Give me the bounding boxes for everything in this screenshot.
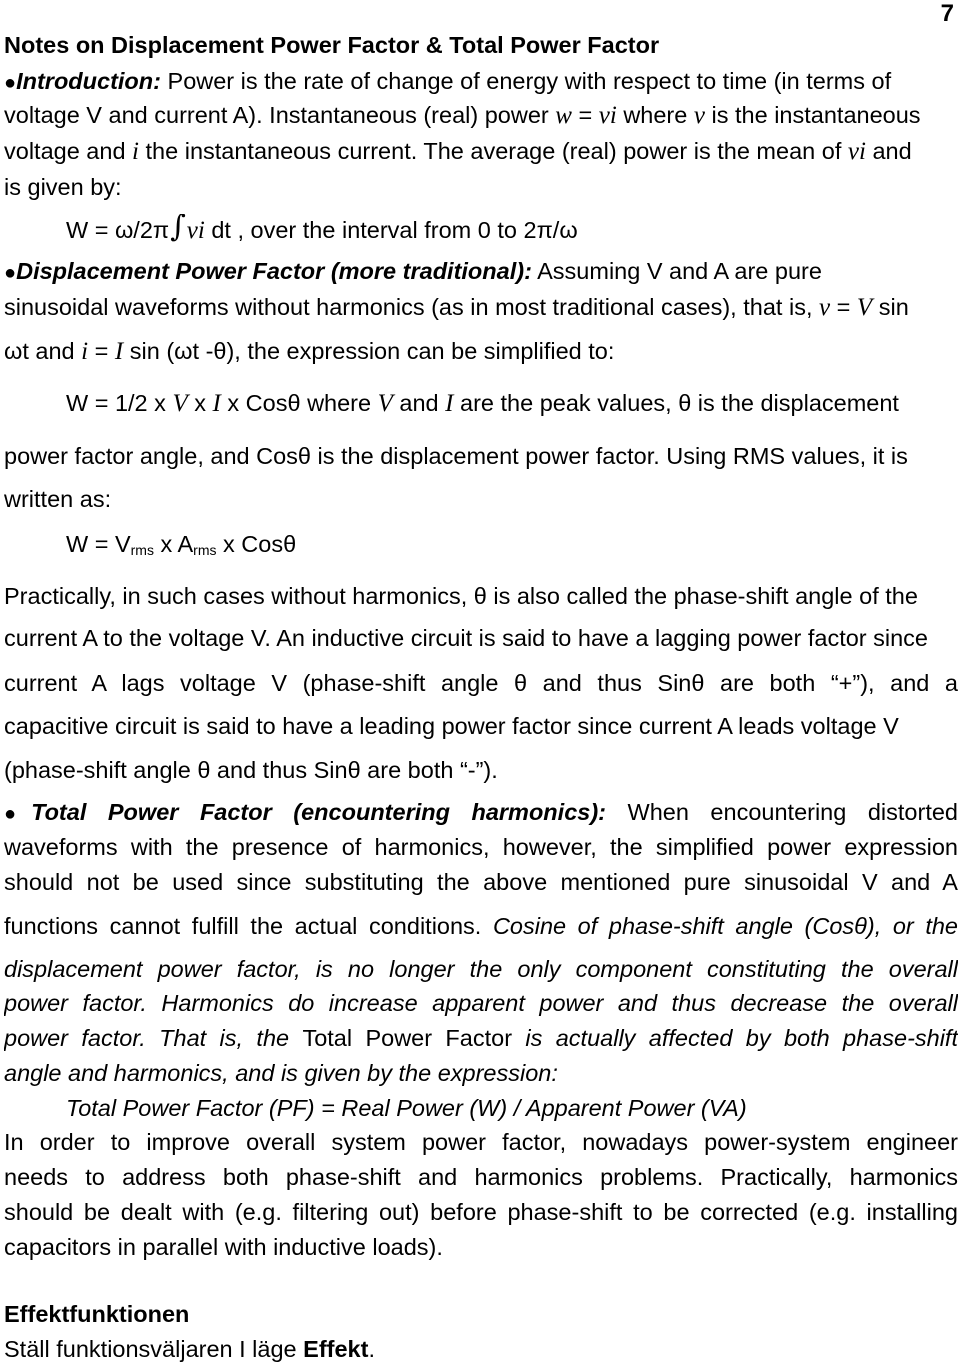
intro-line-3: voltage and i the instantaneous current. The average (real) power is the mean of vi and [4, 138, 912, 165]
intro-line-1: ●Introduction: Power is the rate of change of energy with respect to time (in terms of [4, 68, 892, 94]
bullet: ● [4, 803, 32, 825]
displacement-label: Displacement Power Factor (more traditional): [16, 258, 532, 284]
page-number: 7 [940, 0, 954, 27]
para3-line-2: current A to the voltage V. An inductive circuit is said to have a lagging power factor since [4, 625, 929, 651]
para4-line-4: capacitors in parallel with inductive loads). [4, 1234, 443, 1260]
integral-symbol: ∫ [170, 214, 186, 244]
bullet: ● [4, 72, 17, 94]
total-line-4: functions cannot fulfill the actual conditions. Cosine of phase-shift angle (Cosθ), or the [4, 913, 958, 939]
total-line-6: power factor. Harmonics do increase apparent power and thus decrease the overall [4, 990, 958, 1016]
page-title: Notes on Displacement Power Factor & Total Power Factor [4, 32, 660, 58]
formula-average-power: W = ω/2π∫vi dt , over the interval from 0 to 2π/ω [66, 214, 578, 244]
para3-line-3: current A lags voltage V (phase-shift angle θ and thus Sinθ are both “+”), and a [4, 670, 958, 696]
total-line-8: angle and harmonics, and is given by the expression: [4, 1060, 558, 1086]
displacement-line-1: ●Displacement Power Factor (more traditional): Assuming V and A are pure [4, 258, 822, 284]
total-line-5: displacement power factor, is no longer the only component constituting the overall [4, 956, 958, 982]
total-line-1: ●Total Power Factor (encountering harmonics): When encountering distorted [4, 799, 958, 825]
total-label: Total Power Factor (encountering harmonics): [31, 799, 606, 825]
para3-line-1: Practically, in such cases without harmonics, θ is also called the phase-shift angle of the [4, 583, 918, 609]
displacement-line-2: sinusoidal waveforms without harmonics (as in most traditional cases), that is, v = V sin [4, 294, 909, 321]
bullet: ● [4, 262, 17, 284]
intro-line-2: voltage V and current A). Instantaneous (real) power w = vi where v is the instantaneous [4, 102, 921, 129]
swedish-instruction: Ställ funktionsväljaren I läge Effekt. [4, 1336, 375, 1362]
para2-line-1: power factor angle, and Cosθ is the displacement power factor. Using RMS values, it is [4, 443, 908, 469]
formula-peak-power: W = 1/2 x V x I x Cosθ where V and I are the peak values, θ is the displacement [66, 390, 899, 417]
para3-line-4: capacitive circuit is said to have a leading power factor since current A leads voltage V [4, 713, 899, 739]
total-line-3: should not be used since substituting the above mentioned pure sinusoidal V and A [4, 869, 958, 895]
para4-line-1: In order to improve overall system power factor, nowadays power-system engineer [4, 1129, 958, 1155]
para3-line-5: (phase-shift angle θ and thus Sinθ are both “-”). [4, 757, 498, 783]
total-line-7: power factor. That is, the Total Power Factor is actually affected by both phase-shift [4, 1025, 958, 1051]
para2-line-2: written as: [4, 486, 112, 512]
displacement-line-3: ωt and i = I sin (ωt -θ), the expression can be simplified to: [4, 338, 615, 365]
intro-line-4: is given by: [4, 174, 122, 200]
total-line-2: waveforms with the presence of harmonics, however, the simplified power expression [4, 834, 958, 860]
para4-line-2: needs to address both phase-shift and harmonics problems. Practically, harmonics [4, 1164, 958, 1190]
para4-line-3: should be dealt with (e.g. filtering out) before phase-shift to be corrected (e.g. installing [4, 1199, 958, 1225]
formula-rms-power: $W = V_{rms}$ x $A_{rms}$ x Cosθ [66, 531, 297, 558]
section-heading-effektfunktionen: Effektfunktionen [4, 1301, 190, 1327]
intro-label: Introduction: [16, 68, 161, 94]
formula-total-power-factor: Total Power Factor (PF) = Real Power (W) / Apparent Power (VA) [66, 1095, 747, 1121]
